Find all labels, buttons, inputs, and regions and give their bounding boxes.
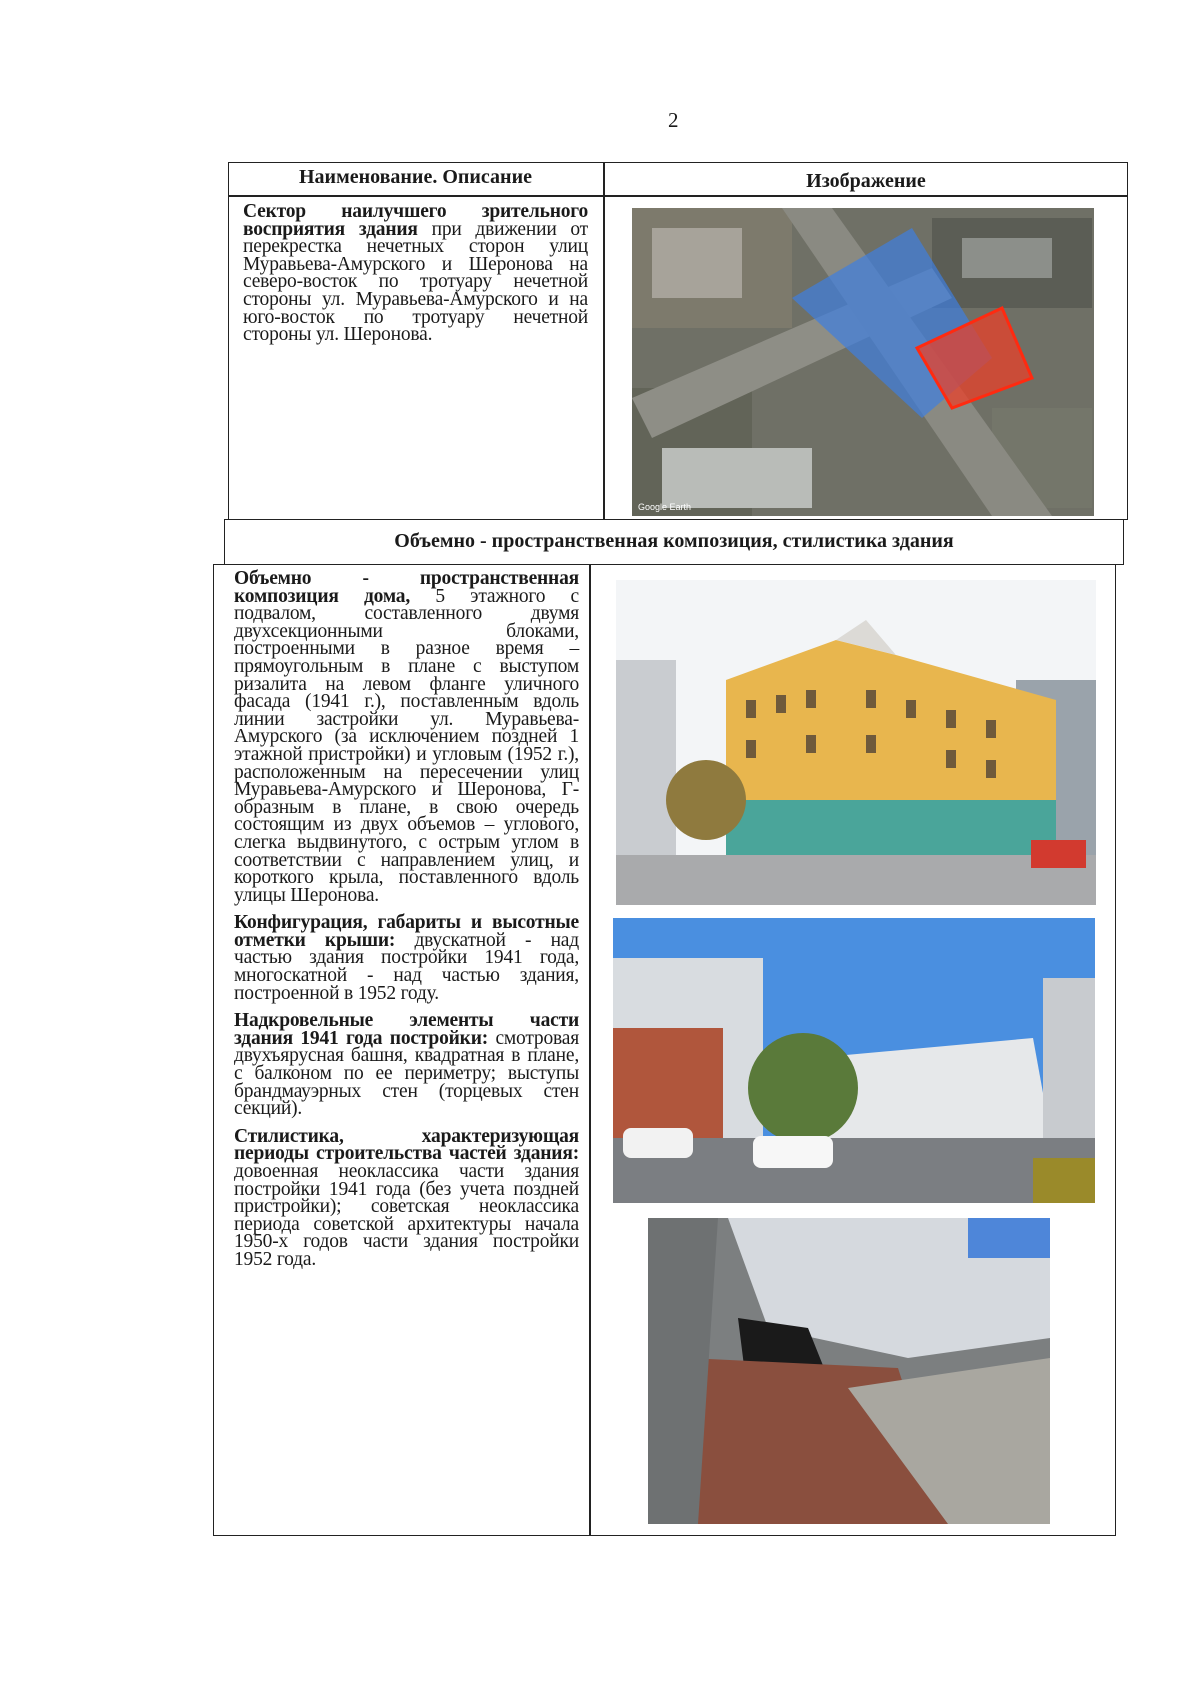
row2-p1-text: 5 этажного с подвалом, составленного двумя двухсекционными блоками, построенными в разное время – прямоугольным в плане с выступом ризалита на левом фланге уличного фасада (1941 г.), поставленным вдоль линии застройки ул. Муравьева-Амурского (за исключением поздней 1 этажной пристройки) и угловым (1952 г.), расположенным на пересечении улиц Муравьева-Амурского и Шеронова, Г-образным в плане, в свою очередь состоящим из двух объемов – углового, слегка выдвинутого, с острым углом в соответствии с направлением улиц, и короткого крыла, поставленного вдоль улицы Шеронова. [234, 585, 579, 906]
header-name: Наименование. Описание [299, 166, 532, 188]
row1-title: Сектор наилучшего зрительного восприятия здания [243, 201, 588, 240]
row2-description [234, 570, 579, 1279]
page-number: 2 [668, 108, 679, 132]
table-header-line [228, 195, 1128, 197]
table-divider-bottom [589, 564, 591, 1536]
row2-p2-title: Конфигурация, габариты и высотные отметки крыши: [234, 912, 579, 951]
row2-p4-text: довоенная неоклассика части здания постройки 1941 года (без учета поздней пристройки); советская неоклассика периода советской архитектуры начала 1950-х годов части здания постройки 1952 года. [234, 1161, 579, 1270]
row2-p3-text: смотровая двухъярусная башня, квадратная в плане, с балконом по ее периметру; выступы брандмауэрных стен (торцевых стен секций). [234, 1027, 579, 1120]
building-aerial-photo [648, 1218, 1050, 1524]
row2-p4-title: Стилистика, характеризующая периоды строительства частей здания: [234, 1125, 579, 1165]
building-photo-street [616, 580, 1096, 905]
sector-map-image [632, 208, 1094, 516]
section-title: Объемно - пространственная композиция, стилистика здания [394, 530, 954, 552]
row2-p3-title: Надкровельные элементы части здания 1941 года постройки: [234, 1010, 579, 1049]
row1-text: при движении от перекрестка нечетных сторон улиц Муравьева-Амурского и Шеронова на северо-восток по тротуару нечетной стороны ул. Муравьева-Амурского и на юго-восток по тротуару нечетной стороны ул. Шеронова. [243, 218, 588, 346]
row2-p2-text: двускатной - над частью здания постройки 1941 года, многоскатной - над частью здания, построенной в 1952 году. [234, 929, 579, 1004]
map-caption: Google Earth [638, 502, 692, 512]
building-photo-courtyard [613, 918, 1095, 1203]
header-image: Изображение [806, 170, 926, 192]
table-divider-top [603, 162, 605, 519]
row2-p1-title: Объемно - пространственная композиция дома, [234, 568, 579, 607]
row1-description [243, 203, 588, 354]
